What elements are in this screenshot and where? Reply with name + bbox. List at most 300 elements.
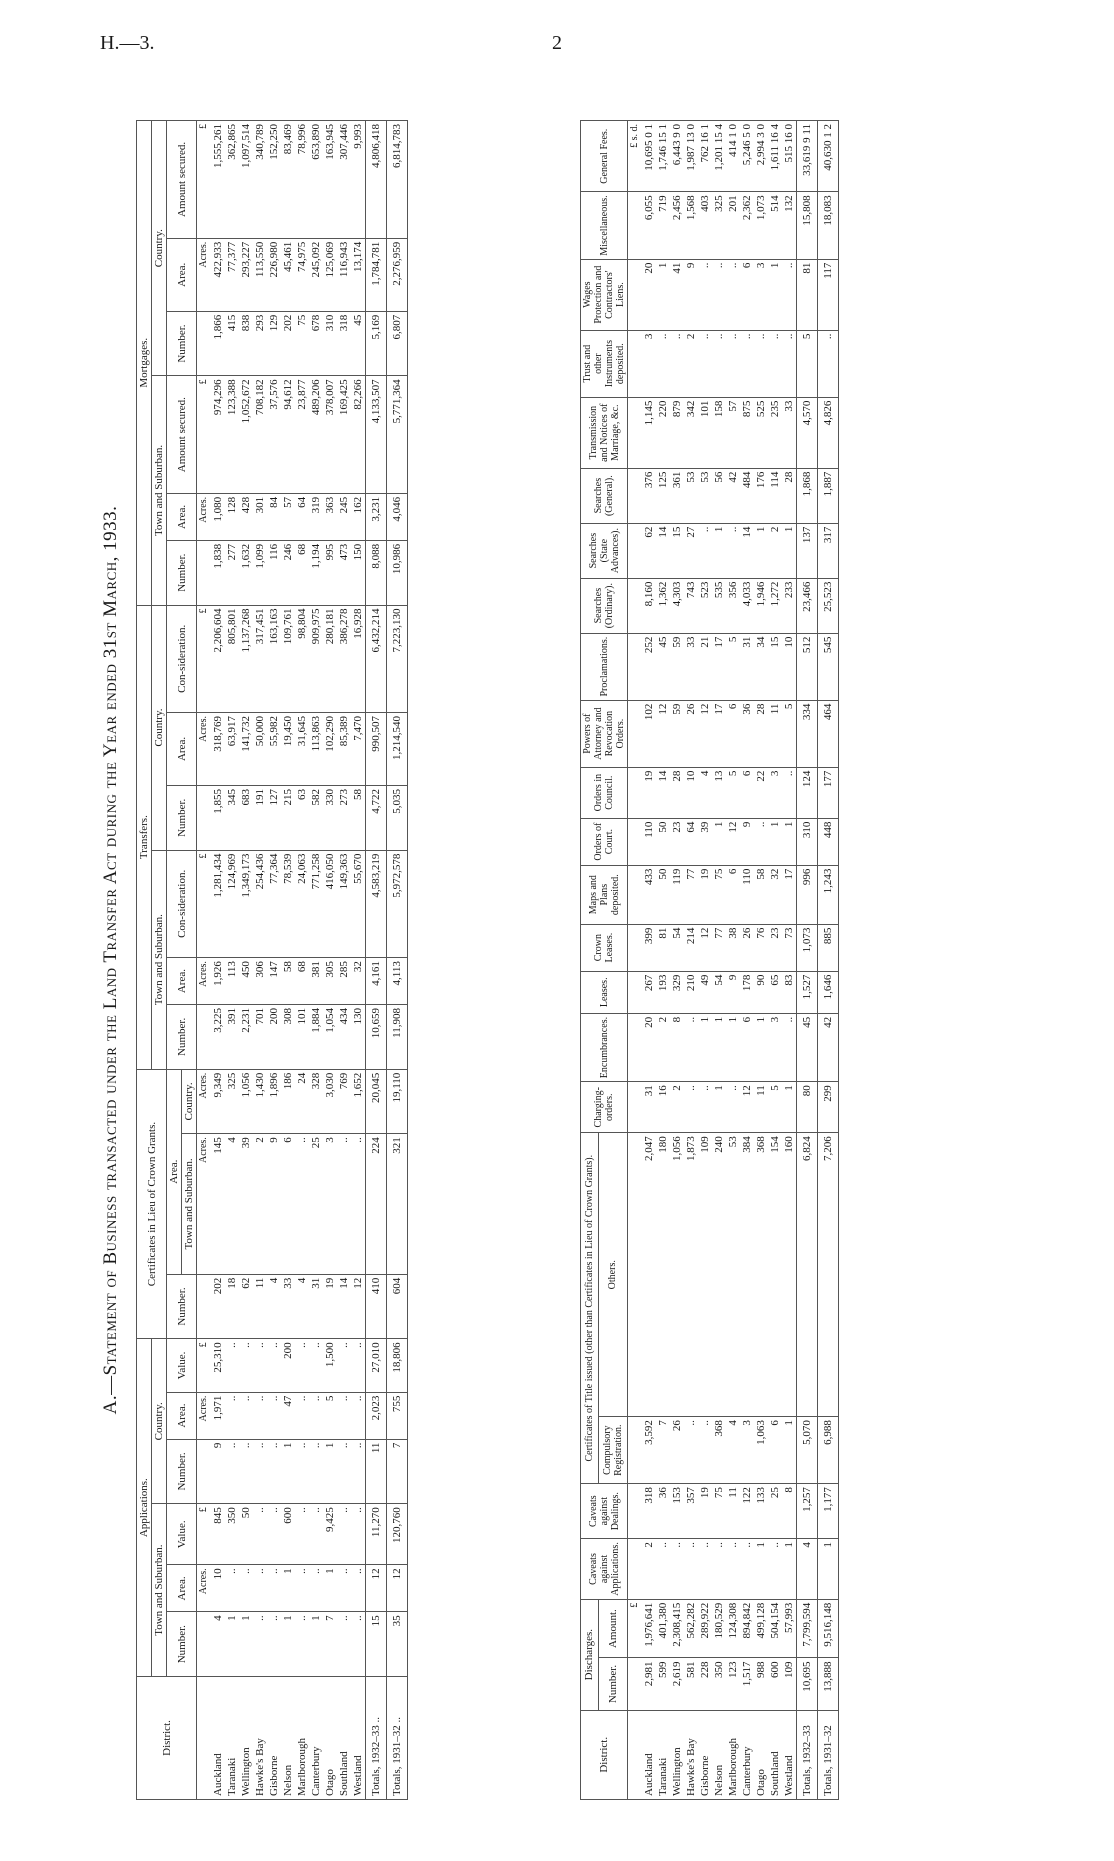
table-cell: 233 [782,578,797,633]
table-cell: 45 [797,1013,818,1081]
table-cell: 17 [782,865,797,924]
table-cell: 200 [281,1339,295,1392]
table-cell: 130 [351,1005,366,1070]
table-cell: 3,592 [642,1417,656,1484]
table-cell: 1,646 [818,971,839,1013]
table-cell: 81 [656,924,670,971]
table-cell: 562,282 [684,1599,698,1658]
table-cell: .. [295,1504,309,1565]
table-cell: 6,443 9 0 [670,121,684,192]
table-cell: 149,363 [337,850,351,957]
table-cell: .. [712,330,726,397]
table-cell: 12 [698,924,712,971]
table-cell: 3 [768,1013,782,1081]
table-cell: 11,908 [387,1005,408,1070]
district-name: Westland [351,1677,366,1800]
table-cell: 22 [754,767,768,818]
table-cell: 24,063 [295,850,309,957]
table-cell: 63,917 [225,713,239,786]
table-cell: 210 [684,971,698,1013]
table-cell: 305 [323,958,337,1005]
table-cell: 124,308 [726,1599,740,1658]
district-row [768,121,782,1800]
table-cell: 45 [351,311,366,376]
table-cell: 386,278 [337,605,351,712]
table-cell: 6,055 [642,192,656,259]
table-cell: 1,281,434 [211,850,225,957]
table-cell: 31 [642,1082,656,1133]
table-cell: 37,576 [267,376,281,494]
table-cell: 214 [684,924,698,971]
table-cell: 41 [670,259,684,330]
table-cell: 123 [726,1658,740,1710]
table-cell: 78,996 [295,121,309,239]
general-fees-header: General Fees. [581,121,628,192]
table-cell: 581 [684,1658,698,1710]
table-cell: .. [337,1134,351,1274]
encumbrances-header: Encumbrances. [581,1013,628,1081]
table-cell: 58 [351,785,366,850]
table-cell: 75 [712,865,726,924]
table-cell: 6 [740,767,754,818]
table-cell: 308 [281,1005,295,1070]
table-cell: .. [267,1612,281,1677]
col-area: Area. [167,958,197,1005]
orders-court-header: Orders of Court. [581,818,628,865]
table-cell: 5 [323,1392,337,1439]
table-cell: 384 [740,1133,754,1417]
table-cell: .. [351,1134,366,1274]
table-cell: 3,225 [211,1005,225,1070]
table-cell: 63 [295,785,309,850]
table-cell: 512 [797,633,818,700]
table-cell: 85,389 [337,713,351,786]
table-cell: 1,652 [351,1069,366,1134]
table-cell: 169,425 [337,376,351,494]
district-row [351,121,366,1800]
table-cell: 14 [656,767,670,818]
table-cell: 64 [684,818,698,865]
table-cell: .. [295,1565,309,1612]
table-cell: 18,806 [387,1339,408,1392]
district-row [239,121,253,1800]
table-cell: 1,946 [754,578,768,633]
table-cell: 838 [239,311,253,376]
table-cell: 2 [253,1134,267,1274]
table-cell: 15 [366,1612,387,1677]
table-cell: 125,069 [323,238,337,311]
discharges-header: Discharges. [581,1599,599,1710]
table-cell: 186 [281,1069,295,1134]
table-cell: 1,884 [309,1005,323,1070]
table-cell: 1,971 [211,1392,225,1439]
table-cell: 1,080 [211,493,225,540]
transmission-header: Transmission and Notices of Marriage, &c. [581,397,628,468]
table-cell: .. [698,259,712,330]
table-cell: .. [351,1439,366,1504]
table-cell: 27,010 [366,1339,387,1392]
table-cell: 378,007 [323,376,337,494]
certificates-header: Certificates in Lieu of Crown Grants. [137,1069,167,1339]
table-cell: 193 [656,971,670,1013]
table-cell: 120,760 [387,1504,408,1565]
others-header: Others. [598,1133,627,1417]
table-cell: 45,461 [281,238,295,311]
table-cell: .. [351,1565,366,1612]
table-cell: 9,349 [211,1069,225,1134]
table-cell: 200 [267,1005,281,1070]
table-cell: 28 [754,700,768,767]
table-cell: 23 [670,818,684,865]
table-cell: 11,270 [366,1504,387,1565]
table-cell: 5,035 [387,785,408,850]
table-cell: .. [239,1439,253,1504]
table-cell: 10 [211,1565,225,1612]
table-cell: 1,896 [267,1069,281,1134]
table-cell: 68 [295,958,309,1005]
col-number: Number. [167,311,197,376]
orders-council-header: Orders in Council. [581,767,628,818]
table-cell: 4 [698,767,712,818]
table-cell: 604 [387,1274,408,1339]
table-cell: 2,023 [366,1392,387,1439]
table-cell: 2 [670,1082,684,1133]
table-cell: 83,469 [281,121,295,239]
table-cell: 19 [642,767,656,818]
district-row [726,121,740,1800]
table-cell: 357 [684,1484,698,1539]
caveats-dealings-header: Caveats against Dealings. [581,1484,628,1539]
cert-town-header: Town and Suburban. [182,1134,197,1274]
table-cell: 245,092 [309,238,323,311]
table-cell: 5 [797,330,818,397]
table-cell: 1,056 [239,1069,253,1134]
district-name: Hawke's Bay [684,1710,698,1799]
caveats-applications-header: Caveats against Applications. [581,1539,628,1600]
table-cell: 1,201 15 4 [712,121,726,192]
table-cell: 525 [754,397,768,468]
proclamations-header: Proclamations. [581,633,628,700]
table-cell: 81 [797,259,818,330]
table-cell: 9 [267,1134,281,1274]
tr-town-header: Town and Suburban. [152,850,167,1069]
table-cell: 1,866 [211,311,225,376]
table-cell: 1,976,641 [642,1599,656,1658]
table-cell: 340,789 [253,121,267,239]
table-cell: .. [295,1439,309,1504]
table-cell: 318 [642,1484,656,1539]
table-cell: 240 [712,1133,726,1417]
table-cell: 23 [768,924,782,971]
table-cell: 307,446 [337,121,351,239]
table-cell: 228 [698,1658,712,1710]
table-cell: 1,137,268 [239,605,253,712]
totals-row [818,121,839,1800]
col-number: Number. [598,1658,627,1710]
table-cell: 19,110 [387,1069,408,1134]
table-cell: 4,570 [797,397,818,468]
table-cell: 1 [768,259,782,330]
table-cell: .. [768,1539,782,1600]
district-row [712,121,726,1800]
table-cell: 350 [712,1658,726,1710]
table-cell: .. [754,818,768,865]
table-cell: 11 [366,1439,387,1504]
table-cell: .. [782,330,797,397]
table-cell: 1 [782,523,797,578]
table-cell: 401,380 [656,1599,670,1658]
table-cell: 245 [337,493,351,540]
table-cell: 150 [351,540,366,605]
table-cell: 55,670 [351,850,366,957]
table-cell: 9 [684,259,698,330]
table-cell: 318,769 [211,713,225,786]
table-cell: 277 [225,540,239,605]
table-cell: 909,975 [309,605,323,712]
table-cell: .. [225,1392,239,1439]
table-cell: 293,227 [239,238,253,311]
table-cell: .. [267,1392,281,1439]
table-cell: .. [225,1439,239,1504]
table-cell: 4 [295,1274,309,1339]
table-cell: 1 [782,1082,797,1133]
table-cell: 10,986 [387,540,408,605]
table-cell: 58 [281,958,295,1005]
table-cell: 53 [698,468,712,523]
table-cell: 45 [656,633,670,700]
table-cell: 2,047 [642,1133,656,1417]
table-cell: 701 [253,1005,267,1070]
table-cell: .. [267,1339,281,1392]
table-cell: 2 [684,330,698,397]
table-cell: 12 [366,1565,387,1612]
table-cell: 116 [267,540,281,605]
table-cell: 1,838 [211,540,225,605]
table-cell: 12 [726,818,740,865]
district-name: Gisborne [698,1710,712,1799]
table-cell: .. [337,1504,351,1565]
table-cell: 5 [726,767,740,818]
district-row [267,121,281,1800]
col-number: Number. [167,785,197,850]
district-row [253,121,267,1800]
table-cell: 75 [295,311,309,376]
col-consideration: Con-sideration. [167,605,197,712]
table-cell: 152,250 [267,121,281,239]
table-cell: 54 [712,971,726,1013]
unit-pound: £ [197,121,212,239]
table-cell: 363 [323,493,337,540]
table-cell: 163,945 [323,121,337,239]
maps-plans-header: Maps and Plans deposited. [581,865,628,924]
table-cell: 19 [323,1274,337,1339]
district-header: District. [581,1710,628,1799]
table-cell: 33 [684,633,698,700]
table-cell: .. [670,1539,684,1600]
table-cell: 2 [642,1539,656,1600]
table-cell: .. [818,330,839,397]
table-cell: 5,246 5 0 [740,121,754,192]
table-cell: 2,994 3 0 [754,121,768,192]
unit-acres: Acres. [197,958,212,1005]
table-cell: .. [309,1439,323,1504]
table-cell: 399 [642,924,656,971]
table-cell: 464 [818,700,839,767]
table-cell: 12 [351,1274,366,1339]
table-cell: 5,771,364 [387,376,408,494]
table-cell: 4 [211,1612,225,1677]
table-cell: 433 [642,865,656,924]
totals-label: Totals, 1931–32 [818,1710,839,1799]
table-cell: 3 [754,259,768,330]
table-cell: 5 [782,700,797,767]
unit-acres: Acres. [197,713,212,786]
table-cell: 28 [782,468,797,523]
table-cell: 65 [768,971,782,1013]
table-cell: 12 [740,1082,754,1133]
district-name: Wellington [239,1677,253,1800]
table-cell: 845 [211,1504,225,1565]
searches-state-header: Searches (State Advances). [581,523,628,578]
table-cell: 158 [712,397,726,468]
table-cell: 74,975 [295,238,309,311]
table-cell: .. [309,1504,323,1565]
district-row [670,121,684,1800]
table-cell: .. [726,523,740,578]
district-name: Otago [754,1710,768,1799]
table-cell: 36 [740,700,754,767]
district-header: District. [137,1677,197,1800]
table-cell: 6,432,214 [366,605,387,712]
district-name: Marlborough [295,1677,309,1800]
table-cell: 1 [726,1013,740,1081]
table-cell: 32 [351,958,366,1005]
table-cell: 771,258 [309,850,323,957]
table-cell: 55,982 [267,713,281,786]
table-cell: 13 [712,767,726,818]
table-cell: 1,568 [684,192,698,259]
table-cell: .. [754,330,768,397]
table-cell: 7,470 [351,713,366,786]
table-cell: 35 [387,1612,408,1677]
table-cell: .. [782,767,797,818]
page-number: 2 [552,32,562,54]
table-cell: 319 [309,493,323,540]
table-cell: 77,364 [267,850,281,957]
table-cell: 4,303 [670,578,684,633]
table-cell: 4,583,219 [366,850,387,957]
table-cell: 73 [782,924,797,971]
table-cell: 154 [768,1133,782,1417]
table-cell: 32 [768,865,782,924]
table-cell: 1 [281,1612,295,1677]
district-row [295,121,309,1800]
district-name: Wellington [670,1710,684,1799]
table-cell: 535 [712,578,726,633]
table-cell: 434 [337,1005,351,1070]
table-cell: 180,529 [712,1599,726,1658]
table-cell: 16,928 [351,605,366,712]
unit-pound: £ [197,1339,212,1392]
table-cell: .. [351,1339,366,1392]
table-cell: 6 [281,1134,295,1274]
table-cell: 289,922 [698,1599,712,1658]
table-cell: .. [253,1504,267,1565]
table-cell: 879 [670,397,684,468]
table-cell: 27 [684,523,698,578]
table-cell: 50 [656,818,670,865]
table-cell: 19 [698,865,712,924]
table-cell: 160 [782,1133,797,1417]
table-cell: 24 [295,1069,309,1134]
table-cell: 755 [387,1392,408,1439]
table-cell: 1 [281,1439,295,1504]
col-amount: Amount. [598,1599,627,1658]
table-cell: 80 [797,1082,818,1133]
table-cell: 47 [281,1392,295,1439]
unit-pound: £ [197,605,212,712]
table-cell: 23,877 [295,376,309,494]
col-value: Value. [167,1504,197,1565]
col-amount-secured: Amount secured. [167,376,197,494]
table-cell: .. [782,1013,797,1081]
table-cell: 39 [239,1134,253,1274]
table-cell: 1,362 [656,578,670,633]
table-cell: 1,500 [323,1339,337,1392]
district-row [698,121,712,1800]
table-cell: 1,517 [740,1658,754,1710]
cert-country-header: Country. [182,1069,197,1134]
table-cell: 202 [211,1274,225,1339]
table-cell: .. [295,1339,309,1392]
table-cell: 1 [323,1439,337,1504]
district-name: Marlborough [726,1710,740,1799]
district-row [211,121,225,1800]
table-cell: 1,272 [768,578,782,633]
table-cell: 57 [726,397,740,468]
table-cell: 75 [712,1484,726,1539]
table-cell: 2,231 [239,1005,253,1070]
table-cell: 56 [712,468,726,523]
table-cell: 5,169 [366,311,387,376]
table-cell: 57,993 [782,1599,797,1658]
table-cell: 523 [698,578,712,633]
table-cell: 329 [670,971,684,1013]
table-cell: 11 [754,1082,768,1133]
table-cell: 7 [323,1612,337,1677]
unit-acres: Acres. [197,1392,212,1439]
rotated-page-content [100,120,980,1800]
table-cell: 328 [309,1069,323,1134]
table-cell: .. [253,1612,267,1677]
table-cell: 109 [782,1658,797,1710]
totals-label: Totals, 1931–32 .. [387,1677,408,1800]
table-cell: .. [239,1392,253,1439]
table-cell: 124 [797,767,818,818]
table-cell: 57 [281,493,295,540]
table-cell: 894,842 [740,1599,754,1658]
table-cell: 110 [642,818,656,865]
table-cell: 3 [642,330,656,397]
table-cell: 17 [712,700,726,767]
table-cell: 1,611 16 4 [768,121,782,192]
table-cell: 102 [642,700,656,767]
table-cell: 82,266 [351,376,366,494]
table-cell: 77 [684,865,698,924]
table-cell: 600 [768,1658,782,1710]
table-cell: 448 [818,818,839,865]
table-cell: 145 [211,1134,225,1274]
